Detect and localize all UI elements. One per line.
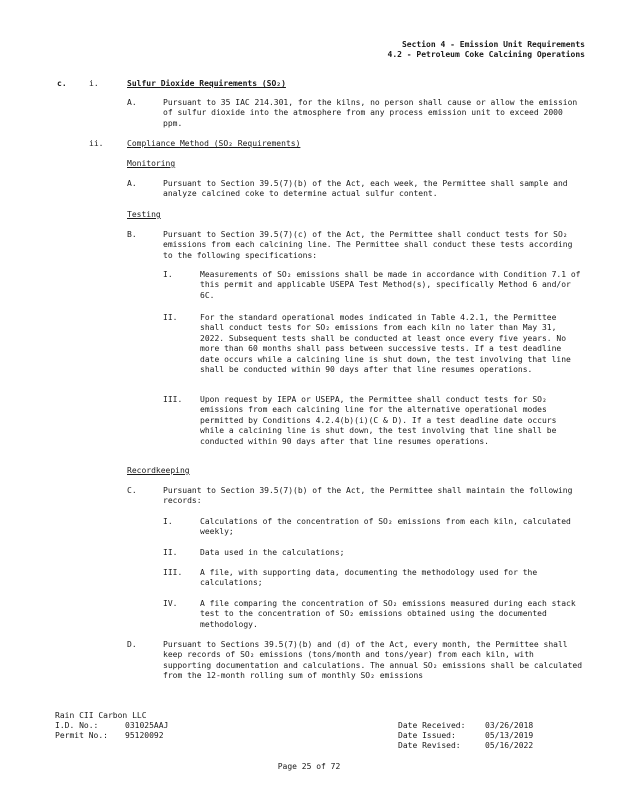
recordkeeping-label: C.	[127, 486, 137, 495]
record-item-text: Data used in the calculations;	[200, 548, 345, 557]
record-d-label: D.	[127, 640, 137, 649]
record-item-text: Calculations of the concentration of SO₂ emissions from each kiln, calculated weekly;	[200, 517, 571, 537]
record-item-num: IV.	[163, 599, 178, 608]
footer-received-label: Date Received:	[398, 721, 466, 730]
footer-id-label: I.D. No.:	[55, 721, 99, 730]
record-item-num: III.	[163, 568, 183, 577]
footer-issued-value: 05/13/2019	[485, 731, 534, 740]
record-item-text: A file comparing the concentration of SO₂ emissions measured during each stack test to the concentration of SO₂ emissions obtained using the documented methodology.	[200, 599, 576, 629]
paragraph-label-a: A.	[127, 98, 137, 107]
record-item-num: I.	[163, 517, 173, 526]
record-d-text: Pursuant to Sections 39.5(7)(b) and (d) of the Act, every month, the Permittee shall keep records of SO₂ emissions (tons/month and tons/year) from each kiln, with supporting documentation and calculations. The annual SO₂ emissions shall be calculated from the 12-month rolling sum of monthly SO₂ emissions	[163, 640, 583, 681]
footer-issued-label: Date Issued:	[398, 731, 456, 740]
page-number: Page 25 of 72	[277, 762, 341, 771]
testing-item-num: III.	[163, 395, 183, 404]
section-marker: c.	[57, 79, 67, 88]
compliance-title: Compliance Method (SO₂ Requirements)	[127, 139, 301, 148]
monitoring-text: Pursuant to Section 39.5(7)(b) of the Act, each week, the Permittee shall sample and analyze calcined coke to determine actual sulfur content.	[163, 179, 568, 199]
testing-item-text: Upon request by IEPA or USEPA, the Permittee shall conduct tests for SO₂ emissions from each calcining line for the alternative operational modes permitted by Conditions 4.2.4(b)(i)(C & D). If a test deadline date occurs while a calcining line is shut down, the test involving that line shall be conducted within 90 days after that line resumes operations.	[200, 395, 557, 446]
footer-received-value: 03/26/2018	[485, 721, 534, 730]
testing-item-num: II.	[163, 313, 178, 322]
monitoring-heading: Monitoring	[127, 159, 176, 168]
footer-id-value: 031025AAJ	[125, 721, 169, 730]
testing-text: Pursuant to Section 39.5(7)(c) of the Act, the Permittee shall conduct tests for SO₂ emissions from each calcining line. The Permittee shall conduct these tests according to the following specifications:	[163, 230, 573, 260]
paragraph-a-text: Pursuant to 35 IAC 214.301, for the kilns, no person shall cause or allow the emission of sulfur dioxide into the atmosphere from any process emission unit to exceed 2000 ppm.	[163, 98, 578, 128]
compliance-marker: ii.	[89, 139, 104, 148]
footer-revised-value: 05/16/2022	[485, 741, 534, 750]
testing-item-num: I.	[163, 270, 173, 279]
record-item-text: A file, with supporting data, documenting the methodology used for the calculations;	[200, 568, 538, 588]
footer-permit-value: 95120092	[125, 731, 164, 740]
section-header: Section 4 - Emission Unit Requirements	[401, 40, 585, 49]
section-title: Sulfur Dioxide Requirements (SO₂)	[127, 79, 286, 88]
recordkeeping-text: Pursuant to Section 39.5(7)(b) of the Act, the Permittee shall maintain the following records:	[163, 486, 573, 506]
testing-label: B.	[127, 230, 137, 239]
footer-revised-label: Date Revised:	[398, 741, 461, 750]
monitoring-label: A.	[127, 179, 137, 188]
subsection-header: 4.2 - Petroleum Coke Calcining Operations	[387, 50, 585, 59]
recordkeeping-heading: Recordkeeping	[127, 466, 190, 475]
testing-item-text: Measurements of SO₂ emissions shall be made in accordance with Condition 7.1 of this permit and applicable USEPA Test Method(s), specifically Method 6 and/or 6C.	[200, 270, 581, 300]
testing-item-text: For the standard operational modes indicated in Table 4.2.1, the Permittee shall conduct tests for SO₂ emissions from each kiln no later than May 31, 2022. Subsequent tests shall be conducted at least once every five years. No more than 60 months shall pass between successive tests. If a test deadline date occurs while a calcining line is shut down, the test involving that line shall be conducted within 90 days after that line resumes operations.	[200, 313, 571, 375]
testing-heading: Testing	[127, 210, 161, 219]
record-item-num: II.	[163, 548, 178, 557]
footer-company: Rain CII Carbon LLC	[55, 711, 147, 720]
subsection-marker: i.	[89, 79, 99, 88]
footer-permit-label: Permit No.:	[55, 731, 108, 740]
